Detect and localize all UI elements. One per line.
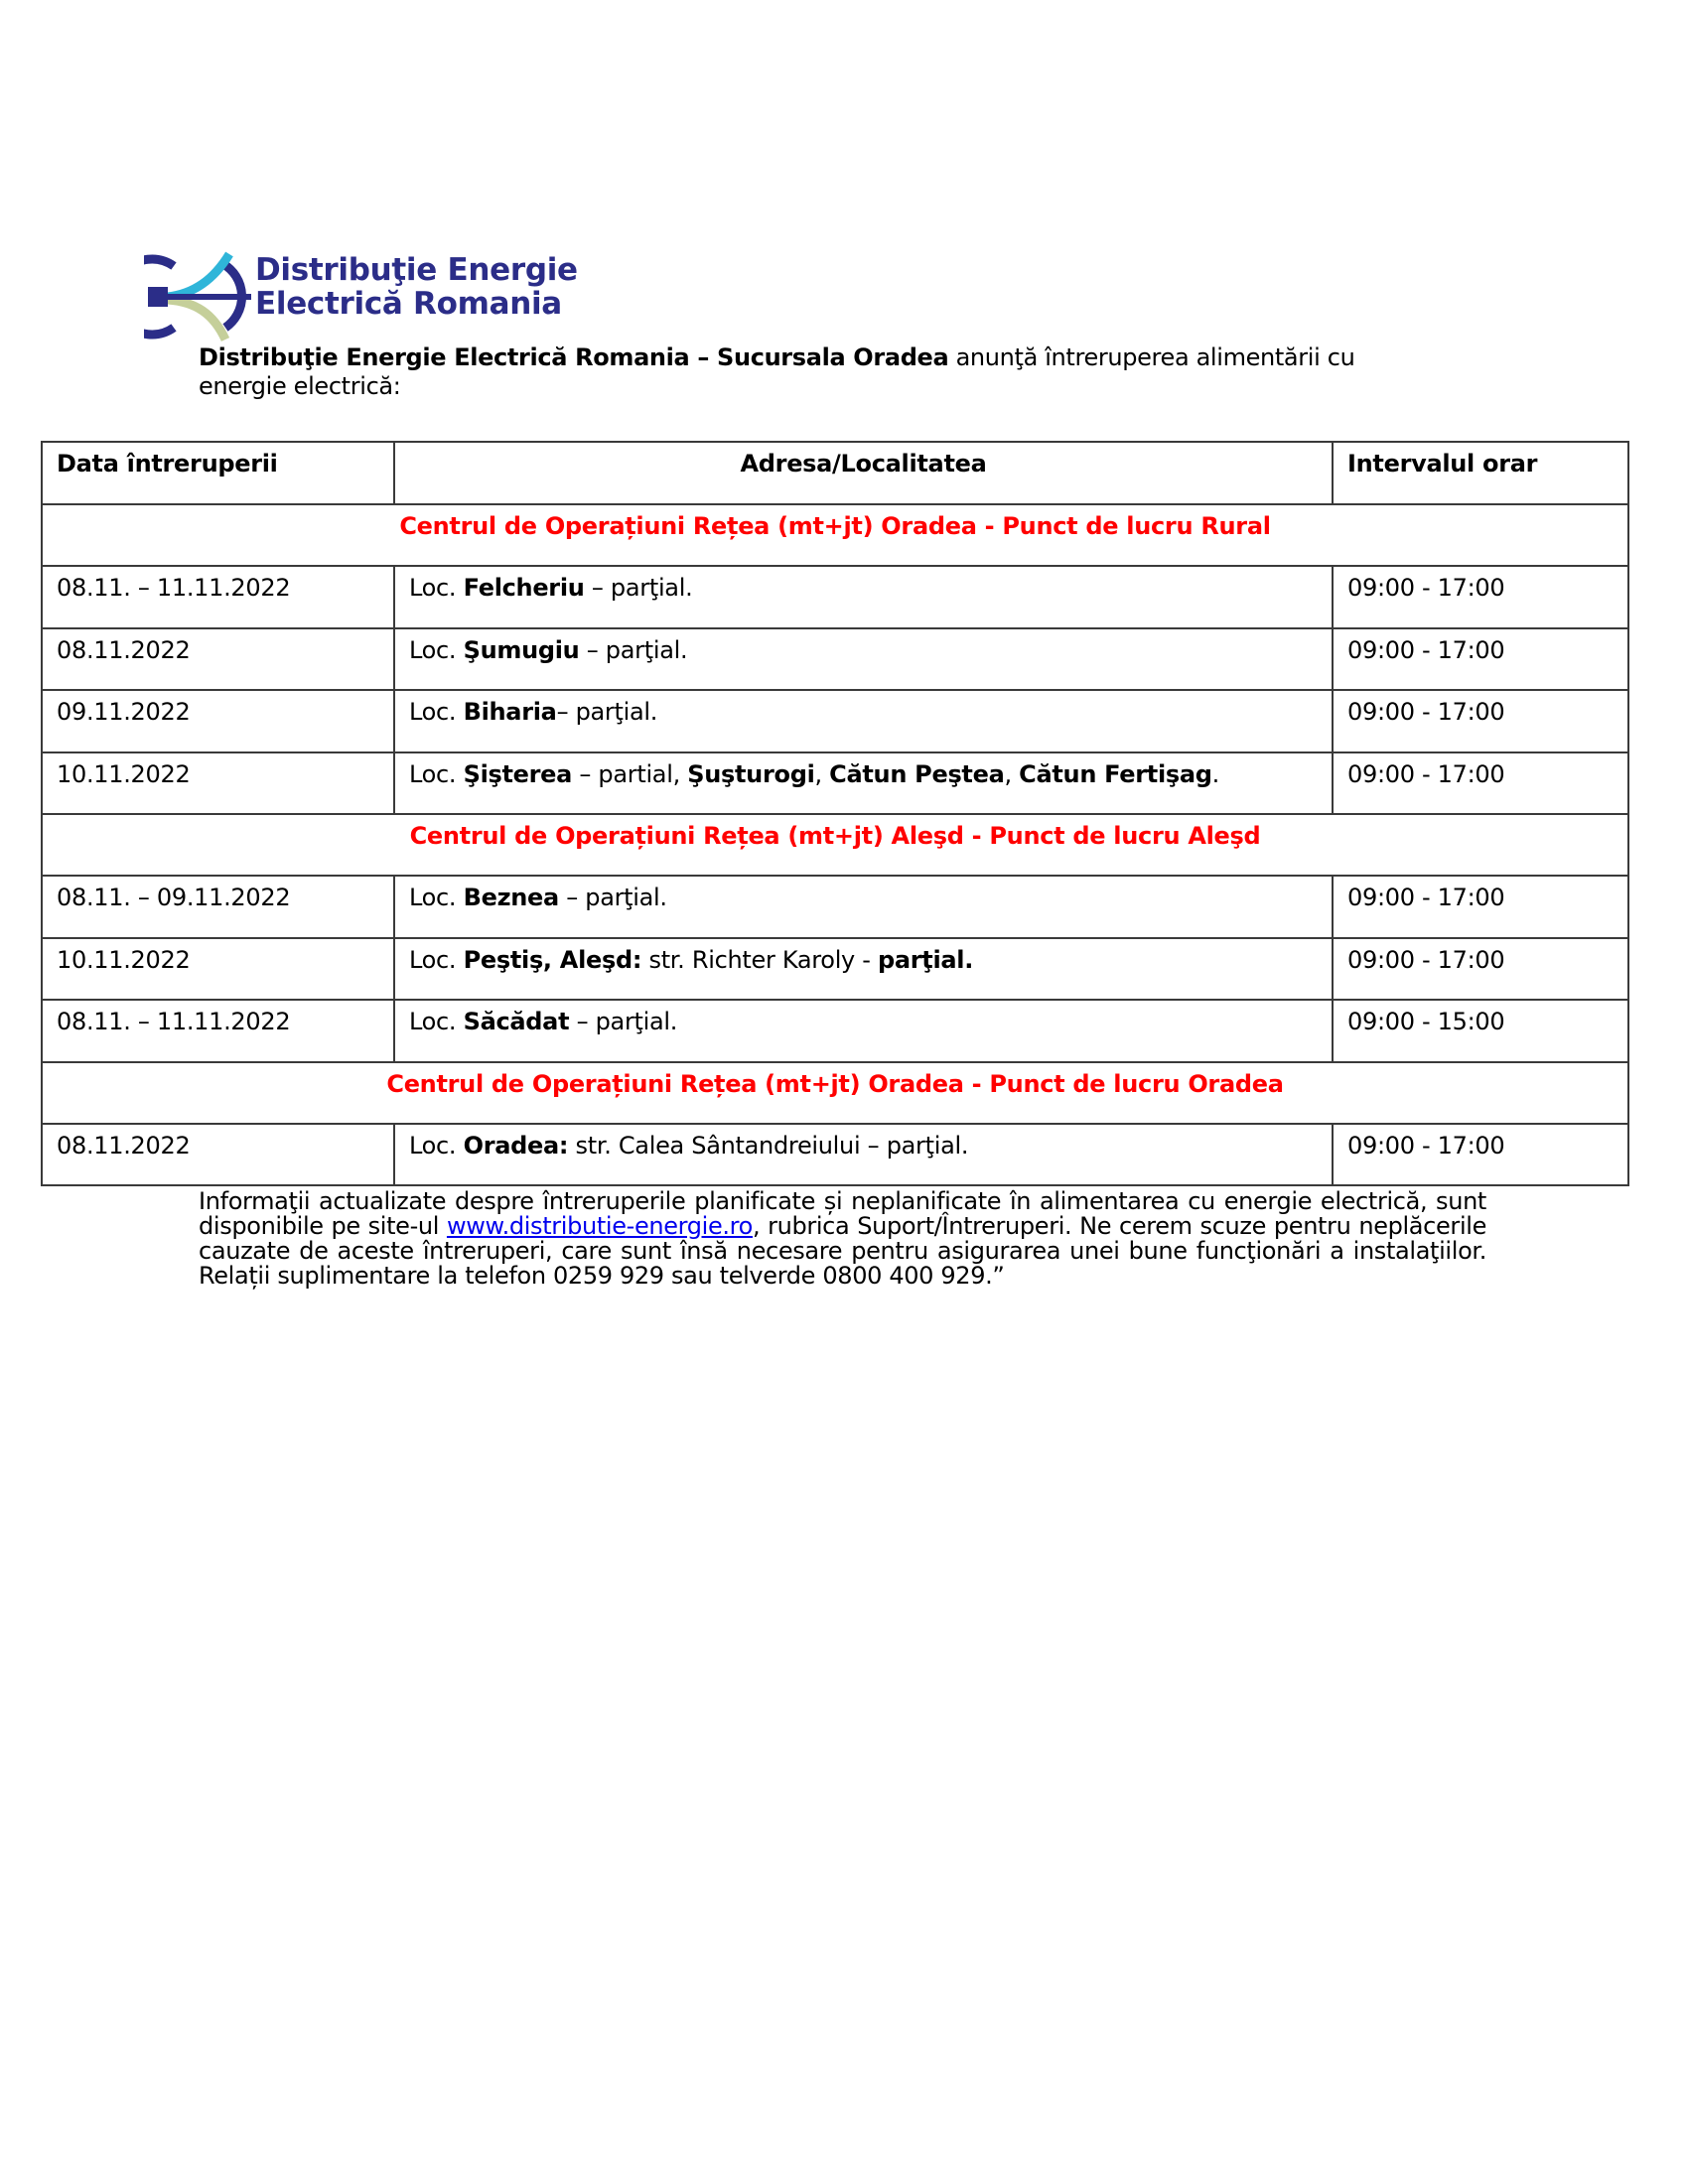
cell-address: [394, 1124, 1333, 1186]
cell-interval: 09:00 - 17:00: [1333, 690, 1628, 752]
cell-address: [394, 566, 1333, 628]
address-text: – parţial.: [569, 1008, 678, 1035]
cell-interval: 09:00 - 17:00: [1333, 566, 1628, 628]
cell-interval: 09:00 - 17:00: [1333, 938, 1628, 1001]
address-locality: Şişterea: [463, 759, 573, 788]
cell-address: [394, 1000, 1333, 1062]
address-text: .: [1211, 759, 1220, 788]
section-row: [42, 504, 1628, 566]
logo-line-1: Distribuţie Energie: [255, 252, 578, 288]
header-date: Data întreruperii: [42, 442, 394, 504]
address-text: – parţial.: [556, 698, 658, 726]
header-address: Adresa/Localitatea: [394, 442, 1333, 504]
cell-date: 08.11.2022: [42, 628, 394, 691]
section-row: [42, 1062, 1628, 1124]
address-locality: Şumugiu: [463, 635, 580, 664]
cell-address: [394, 628, 1333, 691]
intro-text: anunţă întreruperea alimentării cu energie electrică:: [199, 343, 1355, 400]
address-locality: Peştiş, Aleşd:: [463, 945, 642, 974]
address-text: ,: [814, 759, 830, 788]
footer-text-2: , rubrica Suport/Întreruperi. Ne cerem scuze pentru neplăcerile cauzate de aceste întreruperi, care sunt însă necesare pentru asigurarea unei bune funcţionări a instalaţiilor. Relații suplimentare la telefon 0259 929 sau telverde 0800 400 929.”: [199, 1212, 1486, 1290]
address-locality: parţial.: [877, 945, 974, 974]
address-locality: Biharia: [463, 698, 557, 726]
footer-text-1: Informaţii actualizate despre întreruperile planificate și neplanificate în alimentarea cu energie electrică, sunt disponibile pe site-ul: [199, 1187, 1486, 1240]
header-interval: Intervalul orar: [1333, 442, 1628, 504]
table-row: [42, 690, 1628, 752]
cell-interval: 09:00 - 17:00: [1333, 752, 1628, 815]
table-row: [42, 1000, 1628, 1062]
address-text: – parţial.: [584, 574, 693, 602]
logo-emblem-icon: [144, 250, 253, 341]
cell-date: 10.11.2022: [42, 752, 394, 815]
logo-line-2: Electrică Romania: [255, 286, 562, 322]
cell-interval: 09:00 - 17:00: [1333, 628, 1628, 691]
address-text: – parţial.: [558, 884, 667, 911]
cell-date: 08.11. – 11.11.2022: [42, 1000, 394, 1062]
address-text: str. Richter Karoly -: [641, 945, 878, 974]
address-text: Loc.: [409, 1131, 464, 1160]
address-text: ,: [1004, 759, 1020, 788]
cell-date: 08.11. – 09.11.2022: [42, 876, 394, 938]
address-locality: Şuşturogi: [687, 759, 815, 788]
address-text: Loc.: [409, 884, 464, 911]
table-header-row: [42, 442, 1628, 504]
address-text: Loc.: [409, 945, 464, 974]
cell-date: 10.11.2022: [42, 938, 394, 1001]
cell-address: [394, 876, 1333, 938]
address-text: Loc.: [409, 635, 464, 664]
address-locality: Cătun Fertişag: [1019, 759, 1212, 788]
cell-address: [394, 752, 1333, 815]
cell-address: [394, 938, 1333, 1001]
section-title: Centrul de Operațiuni Rețea (mt+jt) Oradea - Punct de lucru Rural: [42, 504, 1628, 566]
table-row: [42, 628, 1628, 691]
table-row: [42, 876, 1628, 938]
section-row: [42, 814, 1628, 876]
logo-wordmark: [255, 253, 578, 321]
table-row: [42, 566, 1628, 628]
cell-interval: 09:00 - 17:00: [1333, 876, 1628, 938]
address-text: – parţial.: [579, 635, 688, 664]
section-title: Centrul de Operațiuni Rețea (mt+jt) Oradea - Punct de lucru Oradea: [42, 1062, 1628, 1124]
address-text: Loc.: [409, 759, 464, 788]
section-title: Centrul de Operațiuni Rețea (mt+jt) Aleşd - Punct de lucru Aleşd: [42, 814, 1628, 876]
address-text: – partial,: [572, 759, 688, 788]
website-link[interactable]: www.distributie-energie.ro: [446, 1212, 753, 1240]
address-text: Loc.: [409, 574, 464, 602]
table-row: [42, 938, 1628, 1001]
address-locality: Oradea:: [463, 1131, 569, 1160]
address-locality: Felcheriu: [463, 574, 585, 602]
table-row: [42, 1124, 1628, 1186]
cell-date: 08.11.2022: [42, 1124, 394, 1186]
address-locality: Cătun Peştea: [829, 759, 1005, 788]
table-body: [42, 504, 1628, 1185]
address-locality: Săcădat: [463, 1008, 570, 1035]
cell-interval: 09:00 - 17:00: [1333, 1124, 1628, 1186]
cell-date: 08.11. – 11.11.2022: [42, 566, 394, 628]
address-locality: Beznea: [463, 884, 559, 911]
company-logo: [144, 250, 581, 341]
intro-paragraph: [199, 343, 1450, 401]
footer-paragraph: [199, 1189, 1486, 1289]
address-text: Loc.: [409, 1008, 464, 1035]
address-text: Loc.: [409, 698, 464, 726]
cell-interval: 09:00 - 15:00: [1333, 1000, 1628, 1062]
cell-date: 09.11.2022: [42, 690, 394, 752]
intro-company-name: Distribuţie Energie Electrică Romania – Sucursala Oradea: [199, 343, 949, 371]
outage-table: [41, 441, 1629, 1186]
address-text: str. Calea Sântandreiului – parţial.: [568, 1131, 969, 1160]
cell-address: [394, 690, 1333, 752]
table-row: [42, 752, 1628, 815]
